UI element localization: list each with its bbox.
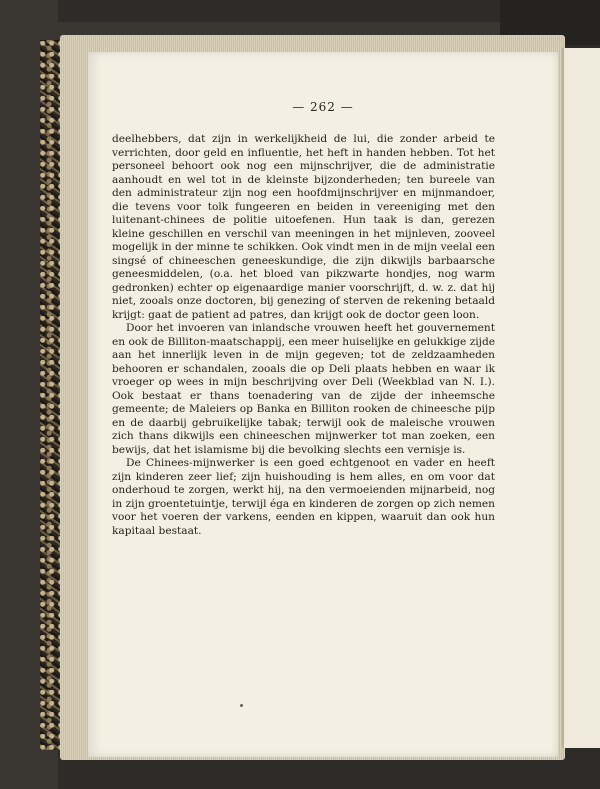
page-number: — 262 — bbox=[292, 100, 354, 114]
body-text bbox=[112, 133, 495, 538]
paragraph-2: Door het invoeren van inlandsche vrouwen heeft het gouvernement en ook de Billiton-maatschappij, een meer huiselijke en gelukkige zijde aan het innerlijk leven in de mijn gegeven; tot de zeldzaamheden behooren er schandalen, zooals die op Deli plaats hebben en waar ik vroeger op wees in mijn beschrijving over Deli (Weekblad van N. I.). Ook bestaat er thans toenadering van de zijde der inheemsche gemeente; de Maleiers op Banka en Billiton rooken de chineesche pijp en de daarbij gebruikelijke tabak; terwijl ook de maleische vrouwen zich thans dikwijls een chineeschen mijnwerker tot man zoeken, een bewijs, dat het islamisme bij die bevolking slechts een vernisje is. bbox=[112, 322, 495, 456]
facing-page bbox=[562, 48, 600, 748]
paper-speck bbox=[240, 704, 243, 707]
paragraph-1: deelhebbers, dat zijn in werkelijkheid de lui, die zonder arbeid te verrichten, door geld en influentie, het heft in handen hebben. Tot het personeel behoort ook nog een mijnschrijver, die de administratie aanhoudt en wel tot in de kleinste bijzonderheden; ten bureele van den administrateur zijn nog een hoofdmijnschrijver en mijnmandoer, die tevens voor tolk fungeeren en beiden in vereeniging met den luitenant-chinees de politie uitoefenen. Hun taak is dan, gerezen kleine geschillen en verschil van meeningen in het mijnleven, zooveel mogelijk in der minne te schikken. Ook vindt men in de mijn veelal een singsé of chineeschen geneeskundige, die zijn dikwijls barbaarsche geneesmiddelen, (o.a. het bloed van pikzwarte hondjes, nog warm gedronken) echter op eigenaardige manier voorschrijft, d. w. z. dat hij niet, zooals onze doctoren, bij genezing of sterven de rekening betaald krijgt: gaat de patient ad patres, dan krijgt ook de doctor geen loon. bbox=[112, 133, 495, 321]
paragraph-3: De Chinees-mijnwerker is een goed echtgenoot en vader en heeft zijn kinderen zeer lief; zijn huishouding is hem alles, en om voor dat onderhoud te zorgen, werkt hij, na den vermoeienden mijnarbeid, nog in zijn groentetuintje, terwijl éga en kinderen de zorgen op zich nemen voor het voeren der varkens, eenden en kippen, waaruit dan ook hun kapitaal bestaat. bbox=[112, 457, 495, 537]
